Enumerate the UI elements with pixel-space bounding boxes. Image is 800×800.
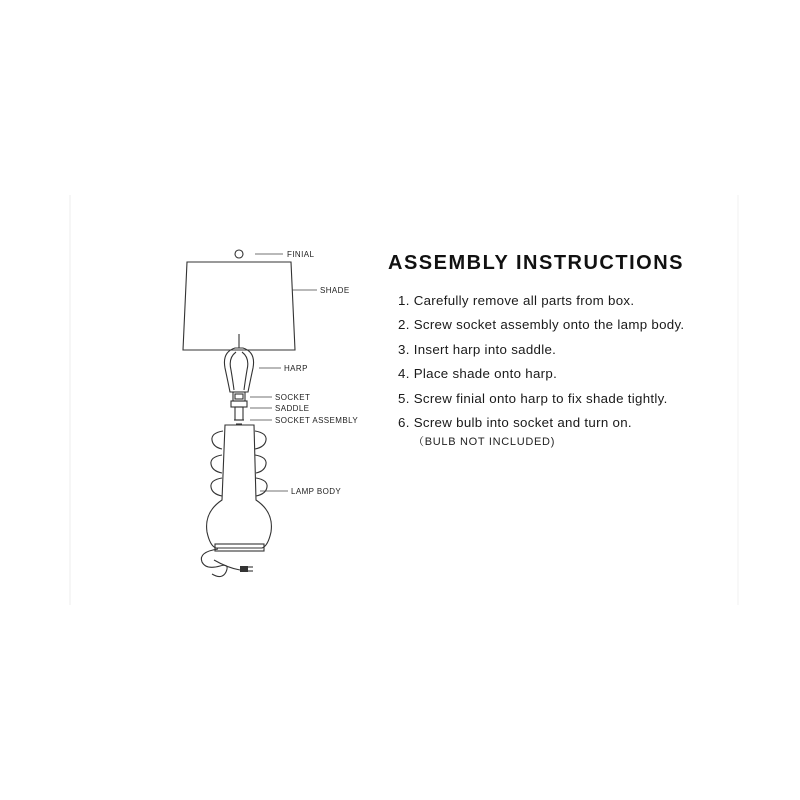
- plug-icon: [240, 566, 248, 572]
- finial-label: FINIAL: [287, 250, 315, 259]
- step-text: Place shade onto harp.: [413, 366, 558, 382]
- instruction-step: [398, 362, 788, 386]
- saddle-part: [231, 401, 247, 407]
- shade-label: SHADE: [320, 286, 350, 295]
- step-number: 1.: [398, 293, 410, 308]
- step-number: 3.: [398, 341, 410, 357]
- step-number: 4.: [398, 366, 410, 382]
- step-number: 5.: [398, 390, 410, 406]
- step-text: Carefully remove all parts from box.: [413, 293, 635, 308]
- harp-label: HARP: [284, 364, 308, 373]
- instruction-step: [398, 387, 788, 411]
- step-text: Screw bulb into socket and turn on.: [413, 415, 632, 431]
- harp-part: [224, 334, 253, 392]
- instruction-step: [398, 411, 788, 435]
- instruction-steps: [388, 289, 788, 435]
- step-text: Insert harp into saddle.: [413, 341, 557, 357]
- step-number: 2.: [398, 317, 410, 333]
- instructions-title: ASSEMBLY INSTRUCTIONS: [388, 252, 684, 274]
- socket-assembly-part: [234, 407, 244, 424]
- instruction-step: [398, 289, 788, 313]
- lamp-body-part: [207, 425, 272, 551]
- assembly-instructions: [388, 252, 788, 449]
- step-text: Screw socket assembly onto the lamp body.: [413, 317, 685, 333]
- saddle-label: SADDLE: [275, 404, 310, 413]
- step-text: Screw finial onto harp to fix shade tightly.: [413, 390, 668, 406]
- bulb-not-included-note: （BULB NOT INCLUDED): [413, 436, 556, 449]
- step-number: 6.: [398, 415, 410, 431]
- instruction-step: [398, 313, 788, 337]
- socket-part: [233, 392, 245, 401]
- socket-label: SOCKET: [275, 393, 311, 402]
- finial-part: [235, 250, 243, 258]
- socket-assembly-label: SOCKET ASSEMBLY: [275, 416, 359, 425]
- lamp-body-label: LAMP BODY: [291, 487, 342, 496]
- instruction-step: [398, 338, 788, 362]
- power-cord: [201, 549, 253, 577]
